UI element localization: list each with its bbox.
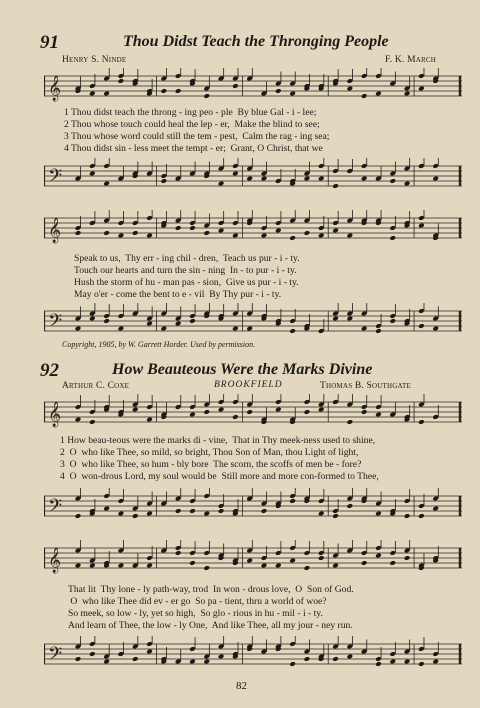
svg-text:𝄞: 𝄞 (48, 218, 62, 243)
svg-text:𝄢: 𝄢 (48, 644, 63, 669)
music-staff-92c (44, 540, 462, 580)
composer-92: Thomas B. Southgate (320, 381, 411, 391)
verse-line-91a-4: 4 Thou didst sin - less meet the tempt - er; Grant, O Christ, that we (64, 143, 323, 154)
verse-line-92a-1: 1 How beau-teous were the marks di - vine, That in Thy meek-ness used to shine, (60, 435, 376, 446)
music-staff-91b (44, 158, 462, 194)
verse-line-91b-4: May o'er - come the bent to e - vil By Thy pur - i - ty. (74, 289, 282, 300)
hymn-title-92: How Beauteous Were the Marks Divine (112, 361, 373, 378)
verse-line-91a-1: 1 Thou didst teach the throng - ing peo - ple By blue Gal - i - lee; (64, 107, 317, 118)
hymn-number-92: 92 (40, 360, 59, 381)
verse-line-91a-3: 3 Thou whose word could still the tem - pest, Calm the rag - ing sea; (64, 131, 330, 142)
svg-text:𝄞: 𝄞 (48, 76, 62, 101)
svg-text:𝄢: 𝄢 (48, 166, 63, 191)
verse-line-92a-2: 2 O who like Thee, so mild, so bright, Thou Son of Man, thou Light of light, (60, 447, 359, 458)
verse-line-91b-2: Touch our hearts and turn the sin - ning In - to pur - i - ty. (74, 265, 297, 276)
verse-line-91a-2: 2 Thou whose touch could heal the lep - er, Make the blind to see; (64, 119, 320, 130)
svg-text:𝄞: 𝄞 (48, 402, 62, 427)
copyright-note-91: Copyright, 1905, by W. Garrett Horder. Used by permission. (62, 340, 256, 349)
page-number: 82 (236, 680, 247, 692)
music-staff-92a (44, 394, 462, 434)
hymn-number-91: 91 (40, 32, 59, 53)
verse-line-92b-4: And learn of Thee, the low - ly One, And like Thee, all my jour - ney run. (68, 620, 353, 631)
music-staff-91d (44, 303, 462, 339)
composer-91: F. K. March (385, 55, 436, 65)
verse-line-92b-3: So meek, so low - ly, yet so high, So glo - rious in hu - mil - i - ty. (68, 608, 323, 619)
verse-line-92a-3: 3 O who like Thee, so hum - bly bore The scorn, the scoffs of men be - fore? (60, 459, 362, 470)
verse-line-92a-4: 4 O won-drous Lord, my soul would be Still more and more con-formed to Thee, (60, 471, 379, 482)
music-staff-92d (44, 636, 462, 672)
verse-line-91b-3: Hush the storm of hu - man pas - sion, Give us pur - i - ty. (74, 277, 299, 288)
svg-text:𝄢: 𝄢 (48, 496, 63, 521)
verse-line-91b-1: Speak to us, Thy err - ing chil - dren, Teach us pur - i - ty. (74, 253, 300, 264)
music-staff-92b (44, 488, 462, 524)
author-91: Henry S. Ninde (62, 55, 127, 65)
svg-text:𝄢: 𝄢 (48, 311, 63, 336)
tune-name-92: BROOKFIELD (214, 380, 283, 390)
music-staff-91c (44, 210, 462, 250)
svg-text:𝄞: 𝄞 (48, 548, 62, 573)
verse-line-92b-1: That lit Thy lone - ly path-way, trod In won - drous love, O Son of God. (68, 584, 354, 595)
author-92: Arthur C. Coxe (62, 381, 130, 391)
verse-line-92b-2: O who like Thee did ev - er go So pa - tient, thru a world of woe? (68, 596, 327, 607)
hymn-title-91: Thou Didst Teach the Thronging People (123, 33, 389, 50)
